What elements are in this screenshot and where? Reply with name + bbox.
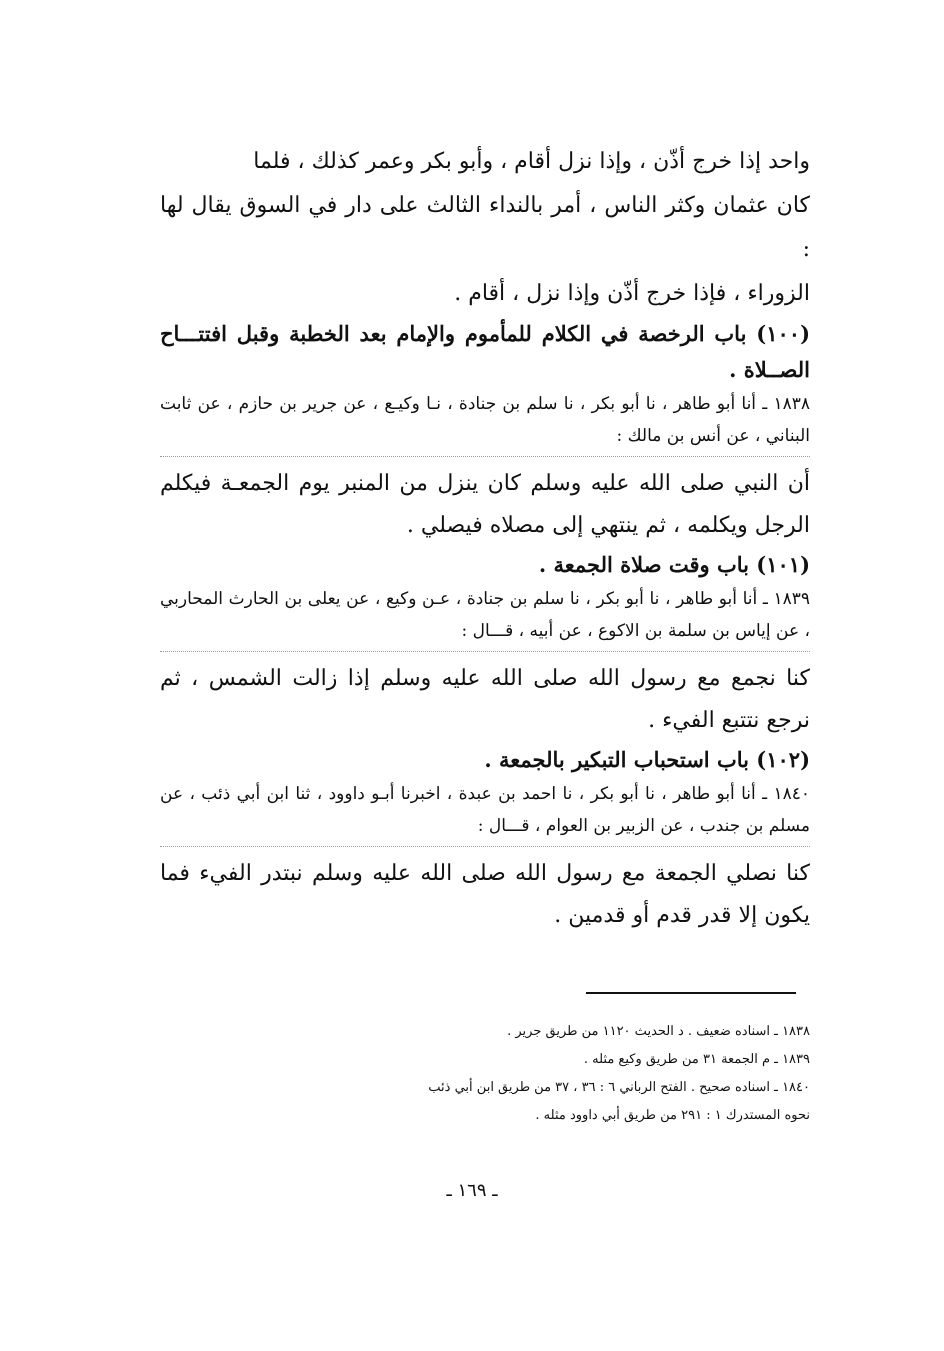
footnotes <box>160 1018 810 1130</box>
continuation-line-3: الزوراء ، فإذا خرج أذّن وإذا نزل ، أقام . <box>454 281 810 306</box>
continuation-line-2: كان عثمان وكثر الناس ، أمر بالنداء الثالث على دار في السوق يقال لها : <box>160 193 810 262</box>
hadith-1840-isnad: ١٨٤٠ ـ أنا أبو طاهر ، نا أبو بكر ، نا احمد بن عبدة ، اخبرنا أبـو داوود ، ثنا ابن أبي ذئب ، عن مسلم بن جندب ، عن الزبير بن العوام ، قـــال : <box>160 778 810 847</box>
hadith-1840-matn: كنا نصلي الجمعة مع رسول الله صلى الله عليه وسلم نبتدر الفيء فما يكون إلا قدر قدم أو قدمين . <box>160 861 810 928</box>
footnote-1840-cont: نحوه المستدرك ١ : ٢٩١ من طريق أبي داوود مثله . <box>535 1108 810 1123</box>
hadith-1838-matn: أن النبي صلى الله عليه وسلم كان ينزل من المنبر يوم الجمعـة فيكلم الرجل ويكلمه ، ثم ينتهي إلى مصلاه فيصلي . <box>160 471 810 538</box>
chapter-heading-101: (١٠١) باب وقت صلاة الجمعة . <box>538 552 810 577</box>
chapter-heading-100: (١٠٠) باب الرخصة في الكلام للمأموم والإمام بعد الخطبة وقبل افتتـــاح الصــلاة . <box>160 321 810 382</box>
hadith-1839-isnad: ١٨٣٩ ـ أنا أبو طاهر ، نا أبو بكر ، نا سلم بن جنادة ، عـن وكيع ، عن يعلى بن الحارث المحاربي ، عن إياس بن سلمة بن الاكوع ، عن أبيه ، قـــال : <box>160 583 810 652</box>
footnote-1839: ١٨٣٩ ـ م الجمعة ٣١ من طريق وكيع مثله . <box>583 1052 810 1067</box>
footnote-separator <box>586 992 796 994</box>
footnote-1838: ١٨٣٨ ـ اسناده ضعيف . د الحديث ١١٢٠ من طريق جرير . <box>507 1024 810 1039</box>
continuation-line-1: واحد إذا خرج أذّن ، وإذا نزل أقام ، وأبو بكر وعمر كذلك ، فلما <box>253 149 810 174</box>
footnote-1840: ١٨٤٠ ـ اسناده صحيح . الفتح الرباني ٦ : ٣٦ ، ٣٧ من طريق ابن أبي ذئب <box>428 1080 810 1095</box>
hadith-1839-matn: كنا نجمع مع رسول الله صلى الله عليه وسلم إذا زالت الشمس ، ثم نرجع نتتبع الفيء . <box>160 666 810 733</box>
chapter-heading-102: (١٠٢) باب استحباب التبكير بالجمعة . <box>484 747 810 772</box>
hadith-1838-isnad: ١٨٣٨ ـ أنا أبو طاهر ، نا أبو بكر ، نا سلم بن جنادة ، نـا وكيـع ، عن جرير بن حازم ، عن ثابت البناني ، عن أنس بن مالك : <box>160 388 810 457</box>
main-text <box>160 140 810 937</box>
page-number: ـ ١٦٩ ـ <box>446 1180 498 1201</box>
